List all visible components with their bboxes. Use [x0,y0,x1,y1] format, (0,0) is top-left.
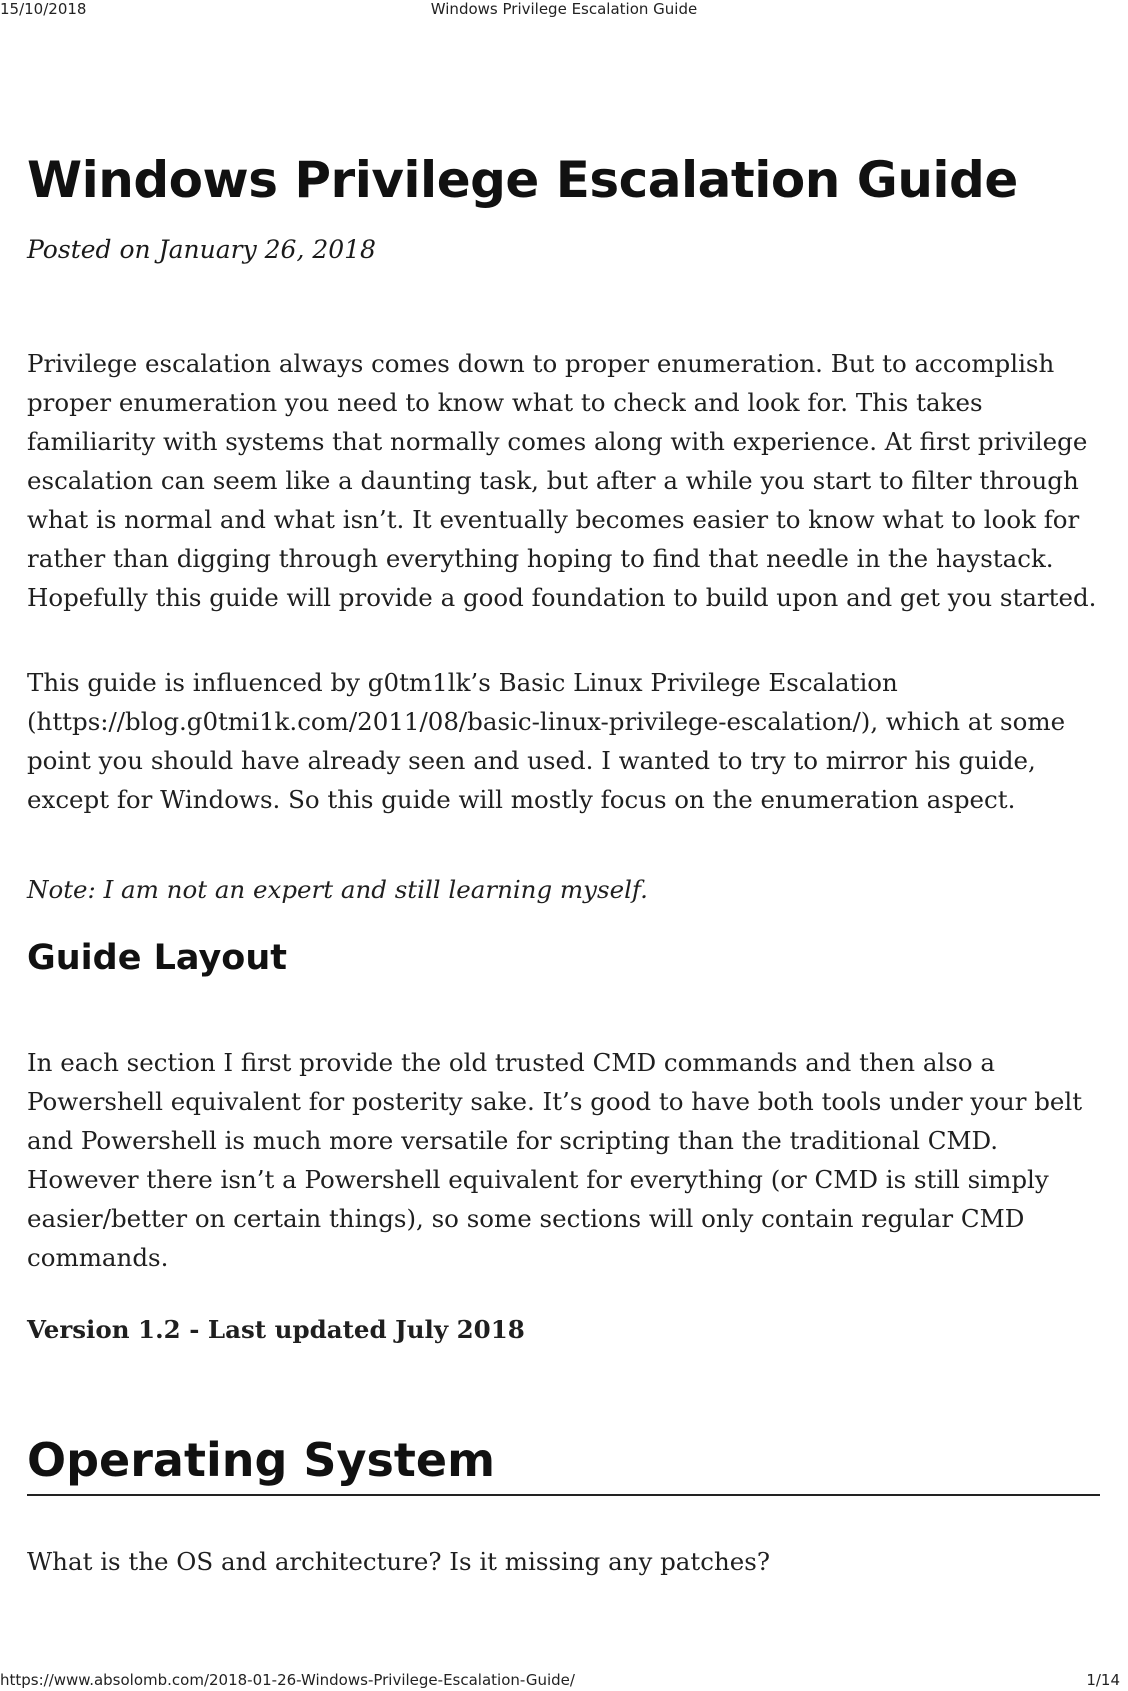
influence-paragraph: This guide is influenced by g0tm1lk’s Basic Linux Privilege Escalation (https://blog.g0tmi1k.com/2011/08/basic-linux-privilege-escalation/), which at some point you should have already seen and used. I wanted to try to mirror his guide, except for Windows. So this guide will mostly focus on the enumeration aspect. [27,668,1066,814]
post-date: Posted on January 26, 2018 [27,235,376,264]
os-question-paragraph: What is the OS and architecture? Is it missing any patches? [27,1547,770,1576]
guide-layout-paragraph: In each section I first provide the old trusted CMD commands and then also a Powershell equivalent for posterity sake. It’s good to have both tools under your belt and Powershell is much more versatile for scripting than the traditional CMD. However there isn’t a Powershell equivalent for everything (or CMD is still simply easier/better on certain things), so some sections will only contain regular CMD commands. [27,1048,1083,1272]
operating-system-heading: Operating System [27,1433,496,1487]
print-header [0,0,1128,18]
print-date: 15/10/2018 [0,0,87,18]
note-paragraph: Note: I am not an expert and still learning myself. [27,875,648,904]
version-line: Version 1.2 - Last updated July 2018 [27,1315,525,1344]
page-number: 1/14 [1086,1671,1120,1689]
print-url: https://www.absolomb.com/2018-01-26-Windows-Privilege-Escalation-Guide/ [0,1671,575,1689]
post-title: Windows Privilege Escalation Guide [27,151,1018,209]
print-page-title: Windows Privilege Escalation Guide [430,0,698,18]
guide-layout-heading: Guide Layout [27,938,287,978]
heading-divider [27,1494,1100,1496]
intro-paragraph: Privilege escalation always comes down to proper enumeration. But to accomplish proper enumeration you need to know what to check and look for. This takes familiarity with systems that normally comes along with experience. At first privilege escalation can seem like a daunting task, but after a while you start to filter through what is normal and what isn’t. It eventually becomes easier to know what to look for rather than digging through everything hoping to find that needle in the haystack. Hopefully this guide will provide a good foundation to build upon and get you started. [27,349,1097,612]
print-footer [0,1671,1128,1689]
